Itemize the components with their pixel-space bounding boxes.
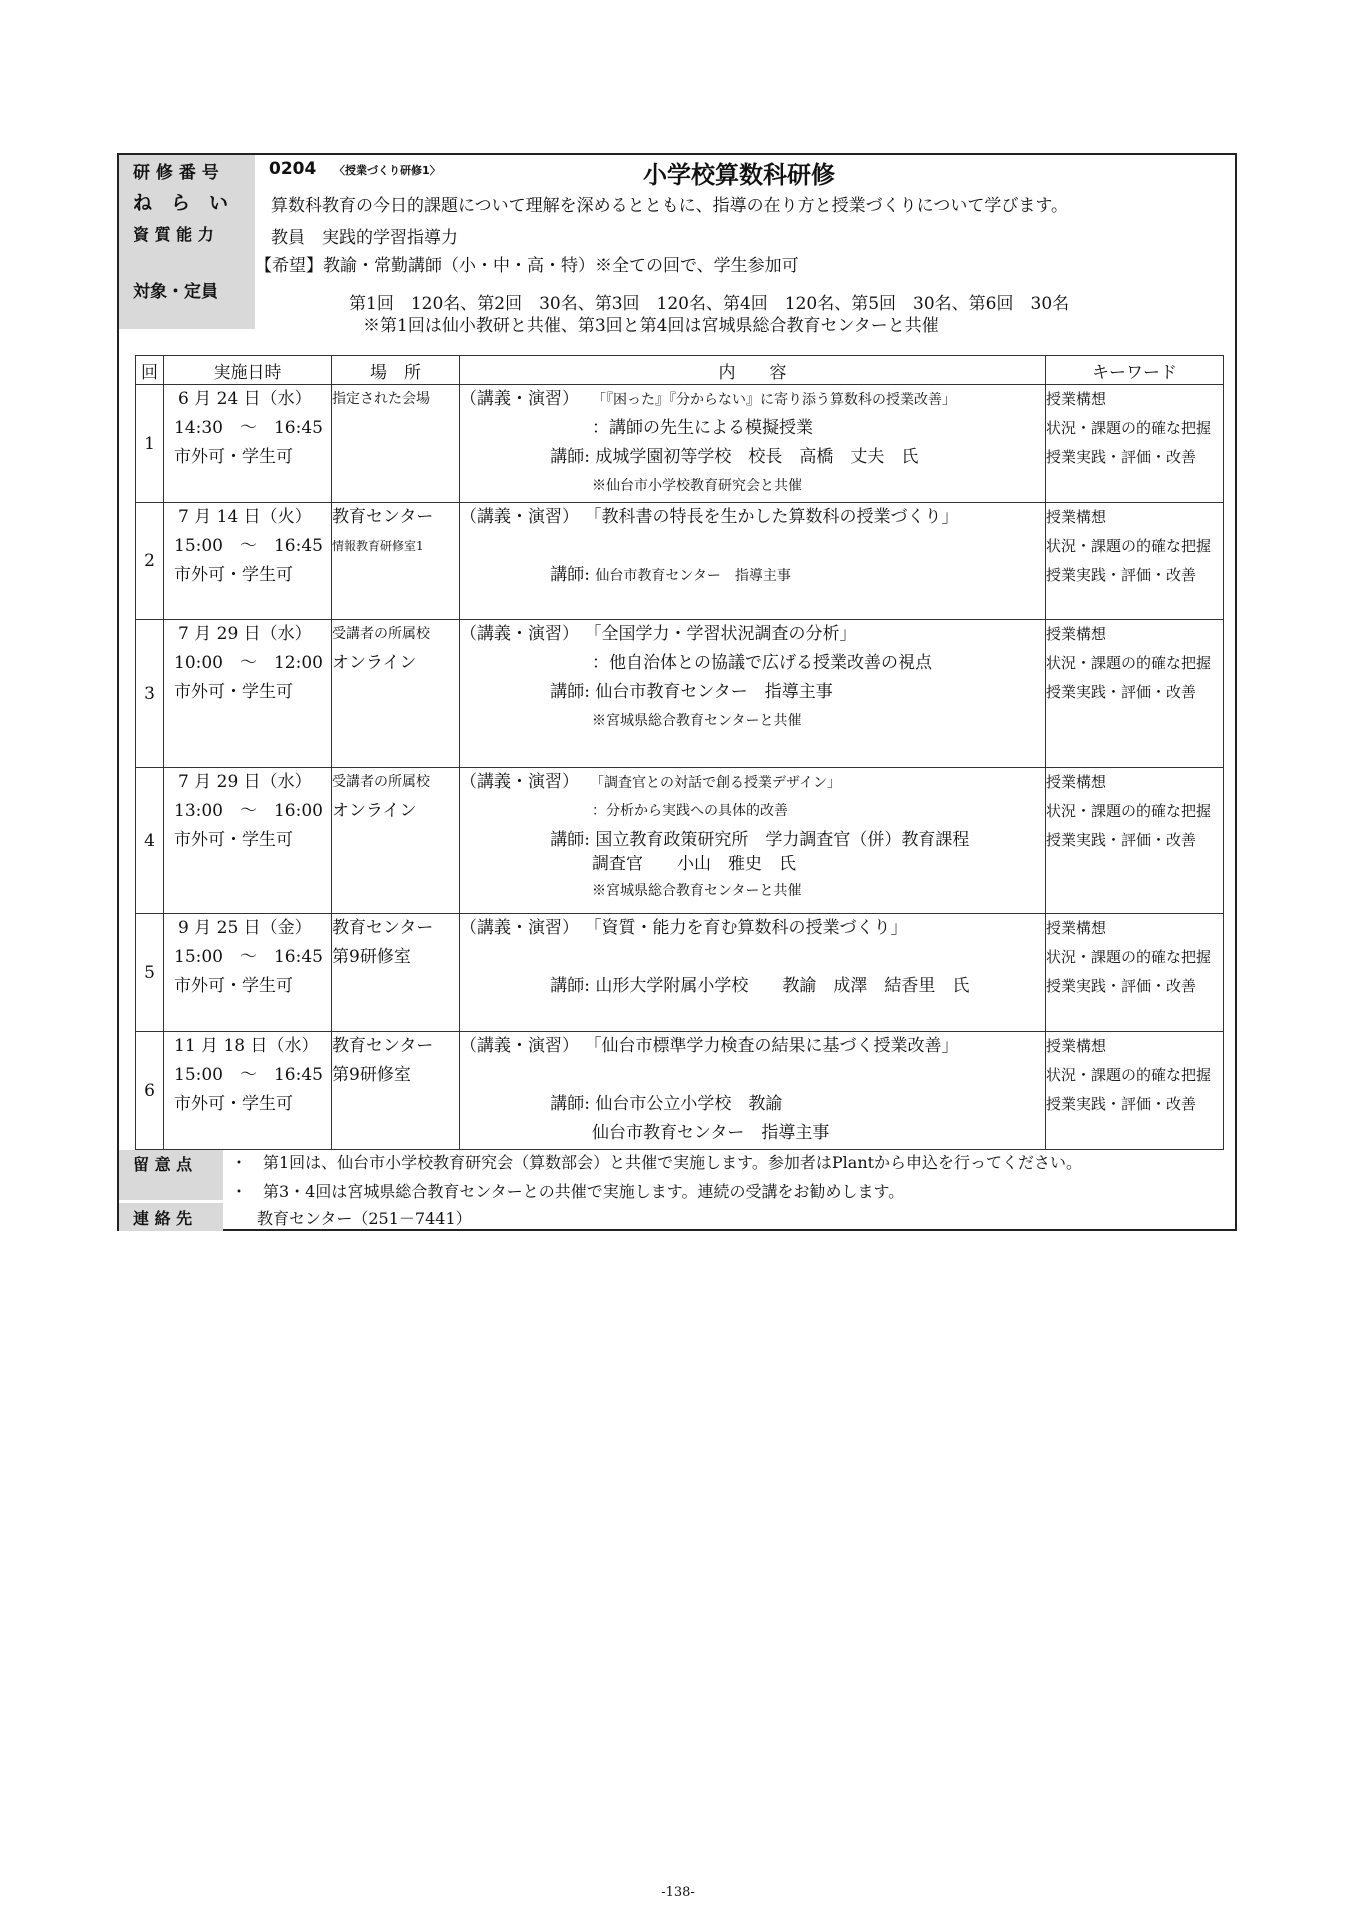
session-place: 教育センター 第9研修室 [332, 914, 460, 1032]
session-date: 7 月 29 日（水） 10:00 ～ 12:00 市外可・学生可 [164, 620, 332, 768]
target-line-1: 【希望】教諭・常勤講師（小・中・高・特）※全ての回で、学生参加可 [255, 256, 799, 276]
target-line-2: 第1回 120名、第2回 30名、第3回 120名、第4回 120名、第5回 30名、第6回 30名 [349, 294, 1070, 314]
contact-label: 連 絡 先 [119, 1203, 223, 1231]
notes-label: 留 意 点 [119, 1150, 223, 1200]
table-row [136, 1032, 1224, 1150]
session-content: （講義・演習） 「『困った』『分からない』に寄り添う算数科の授業改善」 ：講師の先生による模擬授業 講師: 成城学園初等学校 校長 高橋 丈夫 氏 ※仙台市小学校教育研究会と共催 [460, 385, 1046, 503]
session-number: 2 [136, 503, 164, 620]
table-row [136, 385, 1224, 503]
session-number: 3 [136, 620, 164, 768]
session-date: 7 月 14 日（火） 15:00 ～ 16:45 市外可・学生可 [164, 503, 332, 620]
session-date: 9 月 25 日（金） 15:00 ～ 16:45 市外可・学生可 [164, 914, 332, 1032]
col-header-date: 実施日時 [164, 356, 332, 385]
schedule-table [135, 355, 1224, 1150]
table-row [136, 503, 1224, 620]
ability-text: 教員 実践的学習指導力 [271, 228, 458, 248]
session-number: 1 [136, 385, 164, 503]
session-place: 受講者の所属校 オンライン [332, 768, 460, 914]
table-header-row [136, 356, 1224, 385]
session-number: 6 [136, 1032, 164, 1150]
note-line-1: ・ 第1回は、仙台市小学校教育研究会（算数部会）と共催で実施します。参加者はPlantから申込を行ってください。 [231, 1153, 1083, 1172]
session-content: （講義・演習） 「教科書の特長を生かした算数科の授業づくり」 講師: 仙台市教育センター 指導主事 [460, 503, 1046, 620]
note-line-2: ・ 第3・4回は宮城県総合教育センターとの共催で実施します。連続の受講をお勧めします。 [231, 1182, 905, 1201]
session-keywords: 授業構想 状況・課題の的確な把握 授業実践・評価・改善 [1046, 620, 1224, 768]
course-number: 0204 [269, 159, 317, 179]
session-place: 教育センター 第9研修室 [332, 1032, 460, 1150]
aim-text: 算数科教育の今日的課題について理解を深めるとともに、指導の在り方と授業づくりについて学びます。 [271, 196, 1068, 216]
contact-text: 教育センター（251－7441） [257, 1209, 472, 1228]
session-content: （講義・演習） 「全国学力・学習状況調査の分析」 ：他自治体との協議で広げる授業改善の視点 講師: 仙台市教育センター 指導主事 ※宮城県総合教育センターと共催 [460, 620, 1046, 768]
aim-label: ね ら い [119, 185, 255, 217]
session-date: 11 月 18 日（水） 15:00 ～ 16:45 市外可・学生可 [164, 1032, 332, 1150]
course-title: 小学校算数科研修 [643, 161, 835, 189]
course-number-note: 〈授業づくり研修1〉 [334, 164, 441, 177]
session-keywords: 授業構想 状況・課題の的確な把握 授業実践・評価・改善 [1046, 768, 1224, 914]
session-keywords: 授業構想 状況・課題の的確な把握 授業実践・評価・改善 [1046, 914, 1224, 1032]
session-content: （講義・演習） 「調査官との対話で創る授業デザイン」 ：分析から実践への具体的改善 講師: 国立教育政策研究所 学力調査官（併）教育課程 調査官 小山 雅史 氏 ※宮城県総合教育センターと共催 [460, 768, 1046, 914]
page-number: -138- [661, 1885, 695, 1900]
col-header-content: 内 容 [460, 356, 1046, 385]
session-date: 7 月 29 日（水） 13:00 ～ 16:00 市外可・学生可 [164, 768, 332, 914]
ability-label: 資 質 能 力 [119, 217, 255, 249]
col-header-place: 場 所 [332, 356, 460, 385]
session-place: 指定された会場 [332, 385, 460, 503]
session-place: 教育センター 情報教育研修室1 [332, 503, 460, 620]
target-line-3: ※第1回は仙小教研と共催、第3回と第4回は宮城県総合教育センターと共催 [363, 316, 939, 336]
session-content: （講義・演習） 「資質・能力を育む算数科の授業づくり」 講師: 山形大学附属小学校 教諭 成澤 結香里 氏 [460, 914, 1046, 1032]
training-sheet [117, 153, 1237, 1231]
table-row [136, 620, 1224, 768]
session-keywords: 授業構想 状況・課題の的確な把握 授業実践・評価・改善 [1046, 385, 1224, 503]
session-place: 受講者の所属校 オンライン [332, 620, 460, 768]
number-label: 研 修 番 号 [119, 155, 255, 185]
session-keywords: 授業構想 状況・課題の的確な把握 授業実践・評価・改善 [1046, 1032, 1224, 1150]
table-row [136, 768, 1224, 914]
col-header-keyword: キーワード [1046, 356, 1224, 385]
session-content: （講義・演習） 「仙台市標準学力検査の結果に基づく授業改善」 講師: 仙台市公立小学校 教諭 仙台市教育センター 指導主事 [460, 1032, 1046, 1150]
session-date: 6 月 24 日（水） 14:30 ～ 16:45 市外可・学生可 [164, 385, 332, 503]
table-row [136, 914, 1224, 1032]
session-keywords: 授業構想 状況・課題の的確な把握 授業実践・評価・改善 [1046, 503, 1224, 620]
session-number: 5 [136, 914, 164, 1032]
col-header-number: 回 [136, 356, 164, 385]
target-label: 対象・定員 [119, 249, 255, 329]
session-number: 4 [136, 768, 164, 914]
